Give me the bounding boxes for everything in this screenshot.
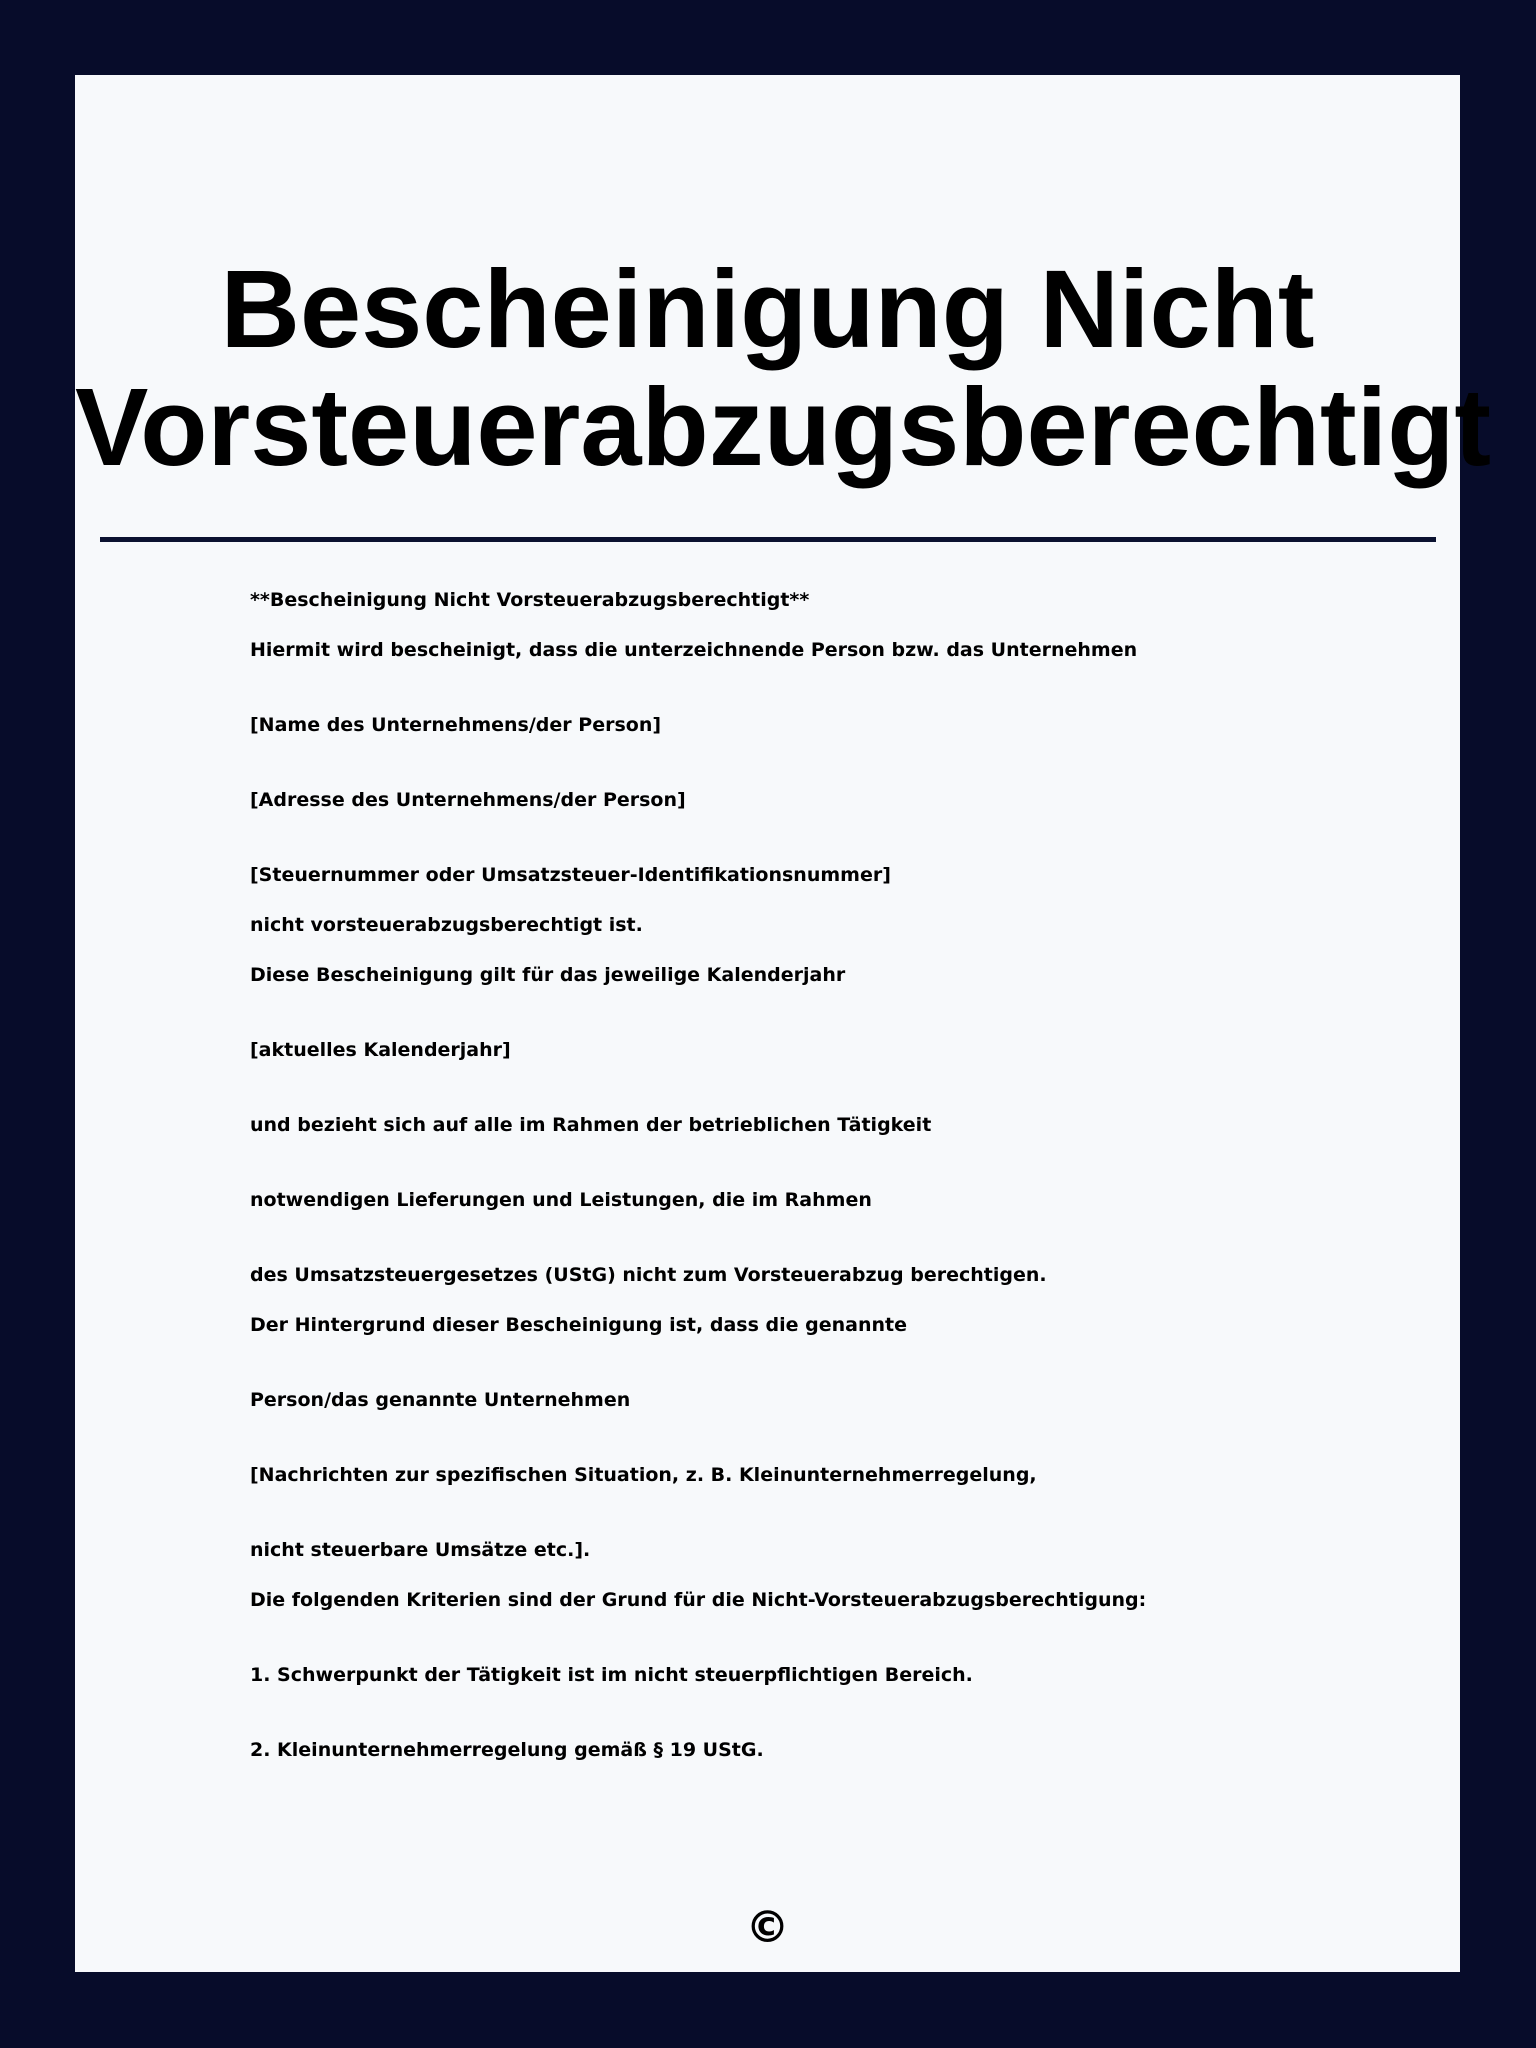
body-line: [Nachrichten zur spezifischen Situation, z. B. Kleinunternehmerregelung, [250, 1464, 1037, 1486]
document-title: Bescheinigung Nicht Vorsteuerabzugsberechtigt [75, 248, 1492, 489]
body-line: nicht steuerbare Umsätze etc.]. [250, 1539, 591, 1561]
title-divider [100, 537, 1436, 542]
body-line: [Adresse des Unternehmens/der Person] [250, 789, 686, 811]
document-page [75, 75, 1492, 1972]
body-line: 2. Kleinunternehmerregelung gemäß § 19 UStG. [250, 1739, 764, 1761]
body-line: [Steuernummer oder Umsatzsteuer-Identifikationsnummer] [250, 864, 891, 886]
body-line: [Name des Unternehmens/der Person] [250, 714, 662, 736]
body-line: und bezieht sich auf alle im Rahmen der betrieblichen Tätigkeit [250, 1114, 932, 1136]
body-line: 1. Schwerpunkt der Tätigkeit ist im nicht steuerpflichtigen Bereich. [250, 1664, 973, 1686]
body-line: Hiermit wird bescheinigt, dass die unterzeichnende Person bzw. das Unternehmen [250, 639, 1138, 661]
body-line: des Umsatzsteuergesetzes (UStG) nicht zum Vorsteuerabzug berechtigen. [250, 1264, 1047, 1286]
copyright-symbol: © [745, 1902, 790, 1953]
body-line: Die folgenden Kriterien sind der Grund für die Nicht-Vorsteuerabzugsberechtigung: [250, 1589, 1147, 1611]
body-line: Der Hintergrund dieser Bescheinigung ist, dass die genannte [250, 1314, 907, 1336]
body-line: [aktuelles Kalenderjahr] [250, 1039, 511, 1061]
body-line: notwendigen Lieferungen und Leistungen, die im Rahmen [250, 1189, 872, 1211]
body-line: **Bescheinigung Nicht Vorsteuerabzugsberechtigt** [250, 589, 810, 611]
body-line: Person/das genannte Unternehmen [250, 1389, 631, 1411]
body-line: nicht vorsteuerabzugsberechtigt ist. [250, 914, 643, 936]
body-line: Diese Bescheinigung gilt für das jeweilige Kalenderjahr [250, 964, 846, 986]
